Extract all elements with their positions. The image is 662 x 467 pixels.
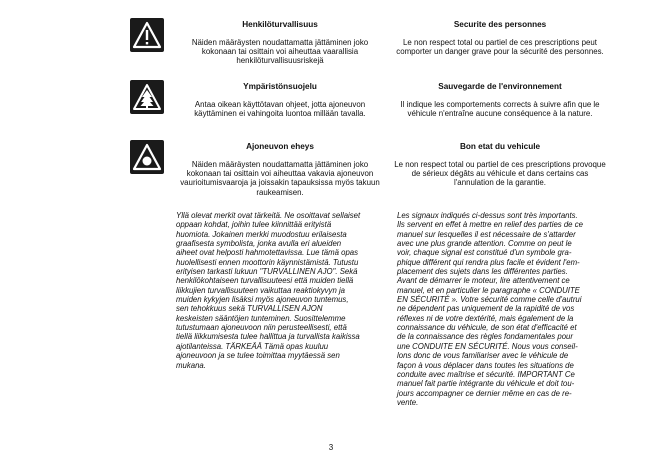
text-personal-safety-fi: Näiden määräysten noudattamatta jättäminen joko kokonaan tai osittain voi aiheuttaa vaarallisia henkilöturvallisuusriskejä xyxy=(191,38,369,66)
section-vehicle-integrity-fi xyxy=(176,142,384,197)
text-vehicle-integrity-fr: Le non respect total ou partiel de ces prescriptions provoque de sérieux dégâts au véhicule et dans certains cas l'annulation de la garantie. xyxy=(394,160,606,188)
heading-vehicle-integrity-fr: Bon etat du vehicule xyxy=(459,142,541,151)
vehicle-damage-icon xyxy=(130,140,164,174)
body-paragraph-fi: Yllä olevat merkit ovat tärkeitä. Ne osoittavat sellaiset oppaan kohdat, joihin tulee kiinnittää erityistä huomiota. Jokainen merkki muodostuu erilaisesta graafisesta symbolista, jonka avulla eri alueiden aiheet ovat helposti hahmotettavissa. Lue tämä opas huolellisesti ennen moottorin käynnistämistä. Tutustu erityisen tarkasti lukuun "TURVALLINEN AJO". Sekä henkilökohtaiseen turvallisuuteesi että muiden tiellä liikkujien turvallisuuteen vaikuttaa reaktiokyvyn ja muiden kykyjen lisäksi myös ajoneuvon tuntemus, sen tehokkuus sekä TURVALLISEN AJON keskeisten sääntöjen tunteminen. Suosittelemme tutustumaan ajoneuvoon niin perusteellisesti, että tiellä liikkumisesta tulee hallittua ja turvallista kaikissa ajotilanteissa. TÄRKEÄÄ Tämä opas kuuluu ajoneuvoon ja se tulee toimittaa myytäessä sen mukana. xyxy=(176,211,361,370)
text-personal-safety-fr: Le non respect total ou partiel de ces prescriptions peut comporter un danger grave pour la sécurité des personnes. xyxy=(396,38,604,57)
section-personal-safety-fr xyxy=(394,20,606,56)
text-vehicle-integrity-fi: Näiden määräysten noudattamatta jättäminen joko kokonaan tai osittain voi aiheuttaa vakavia ajoneuvon vaurioitumisvaaroja ja joissakin tapauksissa myös takuun raukeamisen. xyxy=(180,160,380,197)
section-personal-safety-fi xyxy=(176,20,384,66)
heading-environment-fi: Ympäristönsuojelu xyxy=(243,82,317,91)
section-environment-fr xyxy=(394,82,606,118)
text-environment-fi: Antaa oikean käyttötavan ohjeet, jotta ajoneuvon käyttäminen ei vahingoita luontoa millään tavalla. xyxy=(194,100,366,119)
warning-triangle-icon xyxy=(130,18,164,52)
body-paragraph-fr: Les signaux indiqués ci-dessus sont très importants. Ils servent en effet à mettre en relief des parties de ce manuel sur lesquelles il est nécessaire de s'attarder avec une plus grande attention. Comme on peut le voir, chaque signal est constitué d'un symbole gra- phique différent qui rendra plus facile et évident l'em- placement des sujets dans les différentes parties. Avant de démarrer le moteur, lire attentivement ce manuel, et en particulier le paragraphe « CONDUITE EN SÉCURITÉ ». Votre sécurité comme celle d'autrui ne dépendent pas uniquement de la rapidité de vos réflexes ni de votre dextérité, mais également de la connaissance du véhicule, de son état d'efficacité et de la connaissance des règles fondamentales pour une CONDUITE EN SÉCURITÉ. Nous vous conseil- lons donc de vous familiariser avec le véhicule de façon à vous déplacer dans toutes les situations de conduite avec maîtrise et sécurité. IMPORTANT Ce manuel fait partie intégrante du véhicule et doit tou- jours accompagner ce dernier même en cas de re- vente. xyxy=(397,211,583,407)
text-environment-fr: Il indique les comportements corrects à suivre afin que le véhicule n'entraîne aucune conséquence à la nature. xyxy=(400,100,600,119)
section-environment-fi xyxy=(176,82,384,118)
tree-environment-icon xyxy=(130,80,164,114)
heading-personal-safety-fr: Securite des personnes xyxy=(453,20,547,29)
page-number: 3 xyxy=(328,443,334,452)
heading-environment-fr: Sauvegarde de l'environnement xyxy=(438,82,562,91)
heading-personal-safety-fi: Henkilöturvallisuus xyxy=(242,20,318,29)
section-vehicle-integrity-fr xyxy=(394,142,606,188)
heading-vehicle-integrity-fi: Ajoneuvon eheys xyxy=(246,142,314,151)
